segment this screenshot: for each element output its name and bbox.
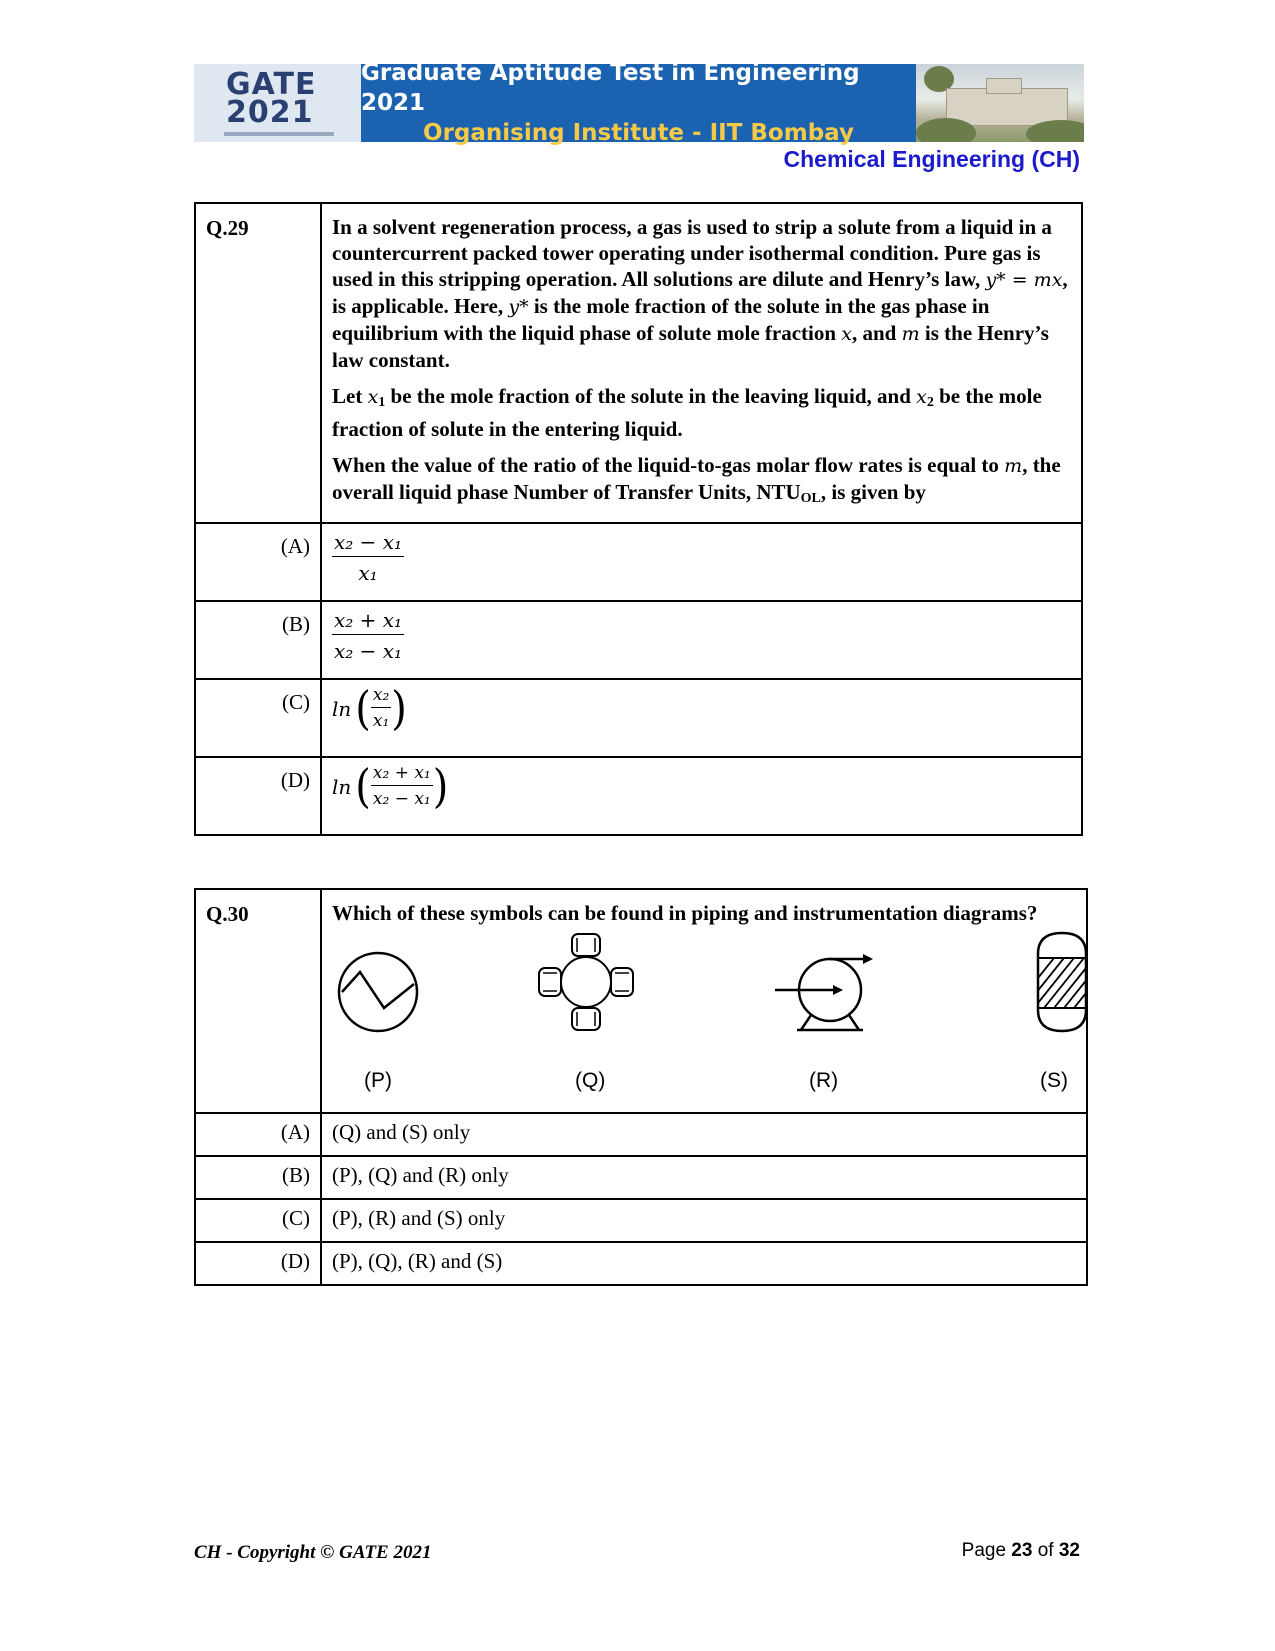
symbol-label-s: (S) — [1040, 1069, 1068, 1092]
table-chairs-symbol — [535, 930, 637, 1034]
option-b-expression: $\frac{\text{x₂ + x₁}}{\text{x₂ − x₁}}$ — [321, 601, 1082, 679]
option-label: (D) — [195, 1242, 321, 1285]
option-d-expression: ln ( $\frac{\text{x₂ + x₁}}{\text{x₂ − x₁}}$ ) — [321, 757, 1082, 835]
symbol-label-r: (R) — [809, 1069, 839, 1092]
option-row[interactable] — [195, 757, 1082, 835]
option-label: (C) — [195, 679, 321, 757]
building-top-shape — [986, 78, 1022, 94]
option-row[interactable] — [195, 679, 1082, 757]
symbol-label-q: (Q) — [575, 1069, 606, 1092]
question-29-table — [194, 202, 1083, 836]
option-label: (A) — [195, 1113, 321, 1156]
option-row[interactable] — [195, 601, 1082, 679]
option-label: (A) — [195, 523, 321, 601]
symbol-label-p: (P) — [364, 1069, 392, 1092]
option-label: (C) — [195, 1199, 321, 1242]
exam-title: Graduate Aptitude Test in Engineering 2021 — [361, 60, 860, 116]
gate-logo — [194, 64, 361, 142]
pid-symbols — [332, 942, 1076, 1102]
tree-shape — [916, 118, 976, 142]
henry-law-equation: y* = mx — [985, 269, 1063, 291]
option-text: (P), (R) and (S) only — [321, 1199, 1087, 1242]
question-30-table — [194, 888, 1088, 1286]
logo-gate-text: GATE — [226, 67, 317, 102]
option-row[interactable] — [195, 1113, 1087, 1156]
option-label: (D) — [195, 757, 321, 835]
option-text: (P), (Q), (R) and (S) — [321, 1242, 1087, 1285]
packed-column-symbol — [1034, 930, 1090, 1034]
option-row[interactable] — [195, 1242, 1087, 1285]
copyright-notice: CH - Copyright © GATE 2021 — [194, 1542, 432, 1563]
question-text: In a solvent regeneration process, a gas is used to strip a solute from a liquid in a countercurrent packed tower operating under isothermal condition. Pure gas is used in this stripping operation. All solutions are dilute and Henry’s law, y* = mx, is applicable. Here, y* is the mole fraction of the solute in the gas phase in equilibrium with the liquid phase of solute mole fraction x, and m is the Henry’s law constant. Let $x_1$ be the mole fraction of the solute in the leaving liquid, and $x_2$ be the mole fraction of solute in the entering liquid. When the value of the ratio of the liquid-to-gas molar flow rates is equal to m, the overall liquid phase Number of Transfer Units, $NTU_{OL}$, is given by — [321, 203, 1082, 523]
logo-tagline-bar — [224, 132, 334, 136]
question-number: Q.29 — [195, 203, 321, 523]
logo-year-text: 2021 — [226, 95, 314, 130]
option-a-expression: $\frac{\text{x₂ − x₁}}{\text{x₁}}$ — [321, 523, 1082, 601]
option-row[interactable] — [195, 523, 1082, 601]
heat-exchanger-symbol — [336, 950, 420, 1034]
header-banner — [194, 60, 1084, 146]
option-label: (B) — [195, 601, 321, 679]
question-number: Q.30 — [195, 889, 321, 1113]
option-row[interactable] — [195, 1156, 1087, 1199]
page-number: Page 23 of 32 — [961, 1540, 1080, 1561]
campus-photo — [916, 64, 1084, 142]
option-row[interactable] — [195, 1199, 1087, 1242]
pump-symbol — [775, 938, 875, 1038]
option-text: (Q) and (S) only — [321, 1113, 1087, 1156]
organising-institute: Organising Institute - IIT Bombay — [423, 120, 854, 146]
question-text: Which of these symbols can be found in piping and instrumentation diagrams? (P) (Q) (R) (S) — [321, 889, 1087, 1113]
subject-name: Chemical Engineering (CH) — [783, 146, 1080, 172]
exam-title-box — [361, 60, 916, 146]
option-text: (P), (Q) and (R) only — [321, 1156, 1087, 1199]
option-label: (B) — [195, 1156, 321, 1199]
option-c-expression: ln ( $\frac{\text{x₂}}{\text{x₁}}$ ) — [321, 679, 1082, 757]
